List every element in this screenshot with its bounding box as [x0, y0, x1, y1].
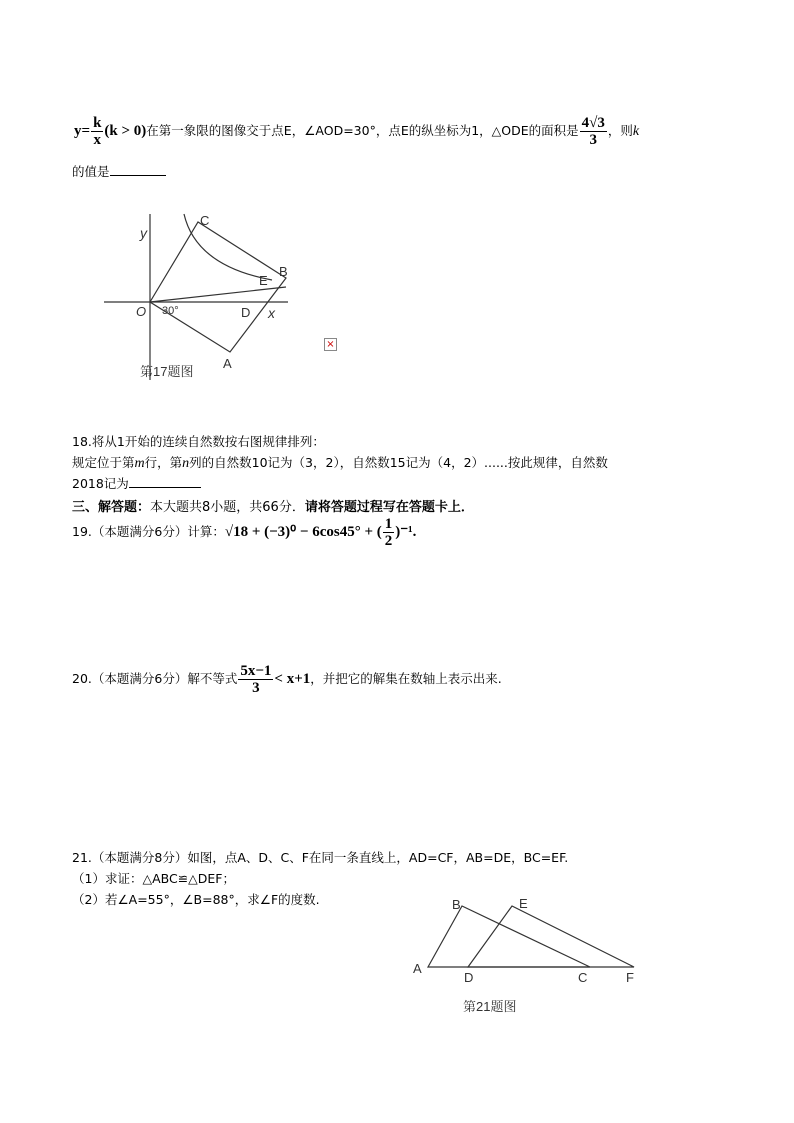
q17-formula-y: y — [74, 123, 82, 139]
q17-area-numerator: 4√3 — [581, 115, 605, 131]
q17-line1 — [74, 109, 639, 154]
q21-part1: （1）求证：△ABC≌△DEF； — [72, 871, 236, 886]
q17-line2 — [72, 162, 166, 180]
q17-formula-k: k — [93, 115, 102, 131]
q19-fraction — [383, 516, 395, 549]
q21-label-F: F — [626, 970, 634, 985]
q21-label-A: A — [413, 961, 422, 976]
q17-label-D: D — [241, 305, 251, 320]
q17-label-y: y — [140, 225, 147, 241]
q17-text-b: ，则 — [607, 123, 633, 138]
q17-label-C: C — [200, 213, 210, 228]
q20-frac-den: 3 — [252, 680, 260, 696]
q17-text-k: k — [632, 124, 640, 139]
q18-var-n: n — [182, 456, 190, 471]
q18-line2 — [72, 453, 608, 472]
q20-suffix: ，并把它的解集在数轴上表示出来. — [310, 671, 502, 686]
section3-head: 三、解答题： — [72, 500, 151, 515]
q18-line2-a: 规定位于第 — [72, 455, 135, 470]
section3-tail: 请将答题过程写在答题卡上． — [304, 500, 474, 515]
q17-formula-x: x — [93, 132, 101, 148]
q18-line2-b: 行，第 — [144, 455, 183, 470]
q17-formula-fraction — [91, 115, 103, 148]
q18-line1: 18.将从1开始的连续自然数按右图规律排列： — [72, 434, 325, 449]
q21-label-C: C — [578, 970, 588, 985]
q17-label-E: E — [259, 273, 268, 288]
q20-prefix: 20.（本题满分6分）解不等式 — [72, 671, 238, 686]
q17-formula-eq: = — [81, 123, 91, 139]
q20-inequality: < x+1 — [274, 671, 311, 687]
q19-expr-b: )⁻¹. — [395, 524, 417, 540]
q21-label-D: D — [464, 970, 474, 985]
q17-line-OE — [150, 287, 286, 302]
q21-triangle-DEF — [468, 906, 634, 967]
q20-line — [72, 658, 502, 700]
q17-area-fraction — [580, 115, 607, 148]
q19-frac-num: 1 — [384, 516, 393, 532]
q21-label-B: B — [452, 897, 461, 912]
q17-figure-caption: 第17题图 — [140, 364, 194, 379]
q17-label-B: B — [279, 264, 288, 279]
q19-expr-a: √18 + (−3)⁰ − 6cos45° + ( — [224, 524, 382, 540]
q17-text-a: 在第一象限的图像交于点E，∠AOD=30°，点E的纵坐标为1，△ODE的面积是 — [146, 123, 579, 138]
q19-line — [72, 512, 416, 552]
q17-label-O: O — [136, 304, 147, 319]
broken-image-mark: × — [326, 339, 335, 350]
q21-part2: （2）若∠A=55°，∠B=88°，求∠F的度数. — [72, 892, 320, 907]
q18-line3-text: 2018记为 — [72, 476, 129, 491]
q18-line2-c: 列的自然数10记为（3，2），自然数15记为（4，2）......按此规律，自然数 — [189, 455, 608, 470]
q18-answer-blank — [129, 475, 201, 488]
q17-formula-condition: (k > 0) — [104, 123, 147, 139]
q18-var-m: m — [134, 456, 145, 471]
q19-prefix: 19.（本题满分6分）计算： — [72, 524, 225, 539]
q17-label-x: x — [268, 305, 275, 321]
q17-text-c: 的值是 — [72, 164, 110, 179]
q21-figure — [408, 892, 648, 1022]
q17-figure — [96, 206, 306, 386]
q21-label-E: E — [519, 896, 528, 911]
q21-figure-caption: 第21题图 — [463, 999, 517, 1014]
q19-frac-den: 2 — [384, 533, 393, 549]
q17-label-A: A — [223, 356, 232, 371]
section3-mid: 本大题共8小题，共66分． — [150, 500, 305, 515]
q17-angle-label: 30° — [162, 305, 179, 317]
q20-frac-num: 5x−1 — [240, 663, 272, 679]
q18-line3 — [72, 474, 201, 492]
q21-triangle-ABC — [428, 906, 590, 967]
q17-area-denominator: 3 — [589, 132, 598, 148]
q17-answer-blank — [110, 163, 166, 176]
broken-image-icon — [324, 338, 337, 351]
q21-line1: 21.（本题满分8分）如图，点A、D、C、F在同一条直线上，AD=CF，AB=DE，BC=EF. — [72, 850, 569, 865]
q20-fraction — [238, 663, 273, 696]
